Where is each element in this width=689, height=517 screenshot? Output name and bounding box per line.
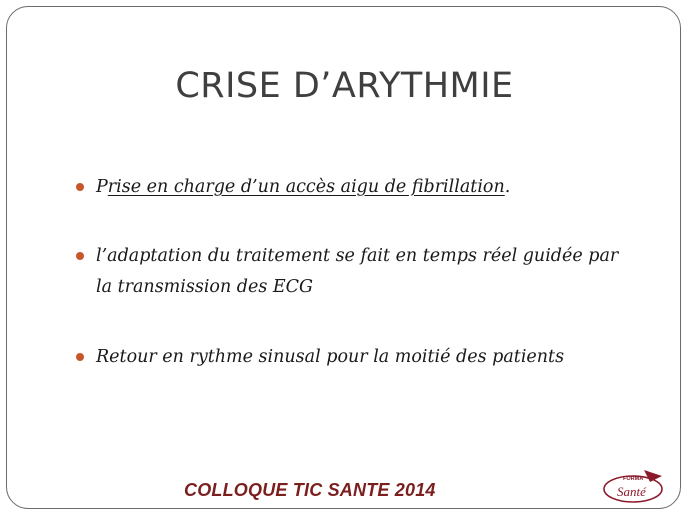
bullet-first-letter: P bbox=[96, 177, 108, 197]
bullet-text: l’adaptation du traitement se fait en temps réel guidée par la transmission des ECG bbox=[96, 246, 619, 297]
logo-main-text: Santé bbox=[617, 484, 646, 499]
logo-flag-icon bbox=[644, 470, 662, 482]
forma-sante-logo bbox=[600, 466, 670, 506]
bullet-dot-icon bbox=[76, 353, 84, 361]
bullet-item-2 bbox=[78, 241, 638, 303]
bullet-text bbox=[78, 172, 638, 203]
bullet-text: Retour en rythme sinusal pour la moitié des patients bbox=[96, 347, 565, 367]
slide-title: CRISE D’ARYTHMIE bbox=[175, 66, 514, 106]
footer-text: COLLOQUE TIC SANTE 2014 bbox=[184, 480, 436, 500]
bullet-item-1 bbox=[78, 172, 638, 203]
bullet-trailing-punct: . bbox=[504, 177, 511, 197]
bullet-item-3 bbox=[78, 342, 638, 373]
bullet-dot-icon bbox=[76, 252, 84, 260]
bullet-dot-icon bbox=[76, 183, 84, 191]
bullet-underlined-text: rise en charge d’un accès aigu de fibrillation bbox=[107, 177, 505, 197]
logo-small-text: FORMA bbox=[623, 476, 644, 482]
